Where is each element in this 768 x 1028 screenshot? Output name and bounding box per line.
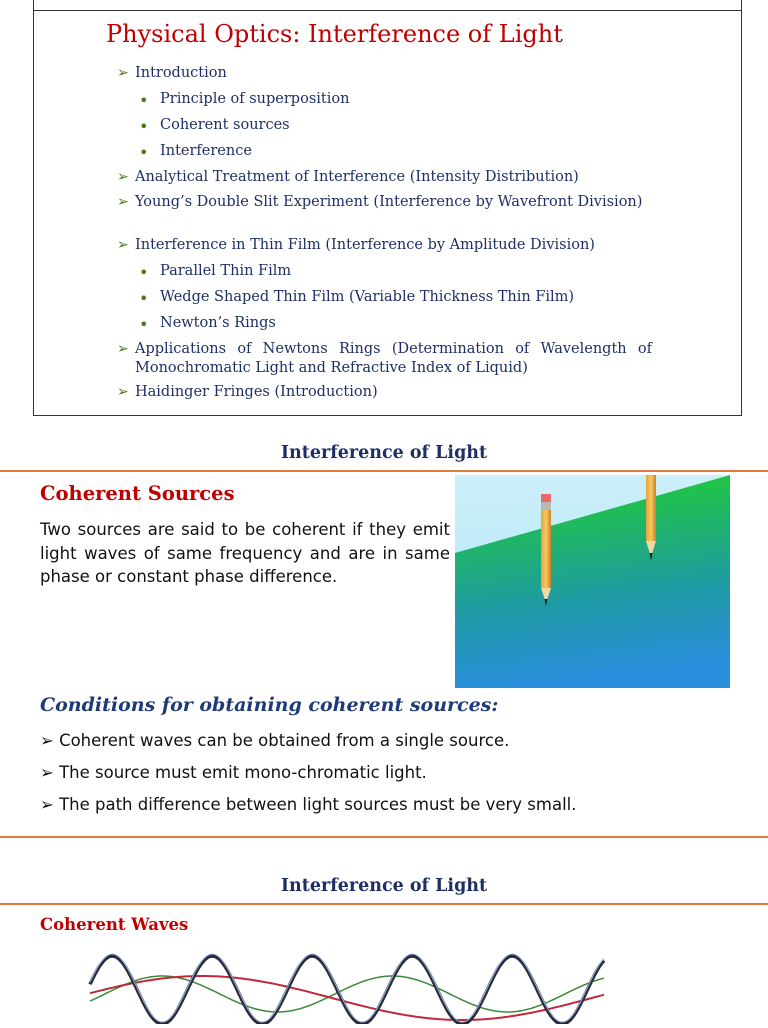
toc-subitem-superposition: • Principle of superposition [139,91,350,110]
arrow-bullet-icon: ➢ [117,169,129,185]
dot-bullet-icon: • [139,289,149,308]
toc-subitem-interference: • Interference [139,143,252,162]
toc-subitem-newtons-rings: • Newton’s Rings [139,315,276,334]
slide2-bottom-rule [0,836,768,838]
arrow-bullet-icon: ➢ [117,384,129,400]
toc-item-analytical: ➢ Analytical Treatment of Interference (Intensity Distribution) [117,169,579,185]
coherent-waves-heading: Coherent Waves [40,915,189,934]
toc-subitem-wedge-film: • Wedge Shaped Thin Film (Variable Thickness Thin Film) [139,289,575,308]
pencil-left [541,494,551,606]
toc-item-applications: ➢ Applications of Newtons Rings (Determination of Wavelength of Monochromatic Light and Refractive Index of Liquid) [117,341,652,376]
conditions-heading: Conditions for obtaining coherent sources: [40,694,499,716]
coherent-sources-illustration [455,475,730,688]
toc-item-thin-film: ➢ Interference in Thin Film (Interference by Amplitude Division) [117,237,595,253]
slide-top-border [34,10,741,11]
toc-item-introduction: ➢ Introduction [117,65,227,81]
arrow-bullet-icon: ➢ [117,65,129,81]
dot-bullet-icon: • [139,315,149,334]
coherent-sources-heading: Coherent Sources [40,482,235,505]
condition-item: ➢ The source must emit mono-chromatic light. [40,763,427,782]
toc-item-haidinger: ➢ Haidinger Fringes (Introduction) [117,384,378,400]
slide3-top-rule [0,903,768,905]
dot-bullet-icon: • [139,143,149,162]
toc-subitem-coherent-sources: • Coherent sources [139,117,290,136]
slide-title: Physical Optics: Interference of Light [106,20,563,48]
slide3-header: Interference of Light [280,876,488,896]
arrow-bullet-icon: ➢ [117,341,129,357]
slide2-top-rule [0,470,768,472]
coherent-waves-diagram [85,946,615,1024]
toc-subitem-parallel-film: • Parallel Thin Film [139,263,292,282]
coherent-definition: Two sources are said to be coherent if they emit light waves of same frequency and are in same phase or constant phase difference. [40,520,450,586]
arrow-bullet-icon: ➢ [117,237,129,253]
toc-item-youngs: ➢ Young’s Double Slit Experiment (Interference by Wavefront Division) [117,194,643,210]
wave-red [90,976,604,1020]
dot-bullet-icon: • [139,91,149,110]
dot-bullet-icon: • [139,117,149,136]
condition-item: ➢ The path difference between light sources must be very small. [40,795,577,814]
arrow-bullet-icon: ➢ [117,194,129,210]
slide2-header: Interference of Light [280,443,488,463]
condition-item: ➢ Coherent waves can be obtained from a single source. [40,731,510,750]
dot-bullet-icon: • [139,263,149,282]
